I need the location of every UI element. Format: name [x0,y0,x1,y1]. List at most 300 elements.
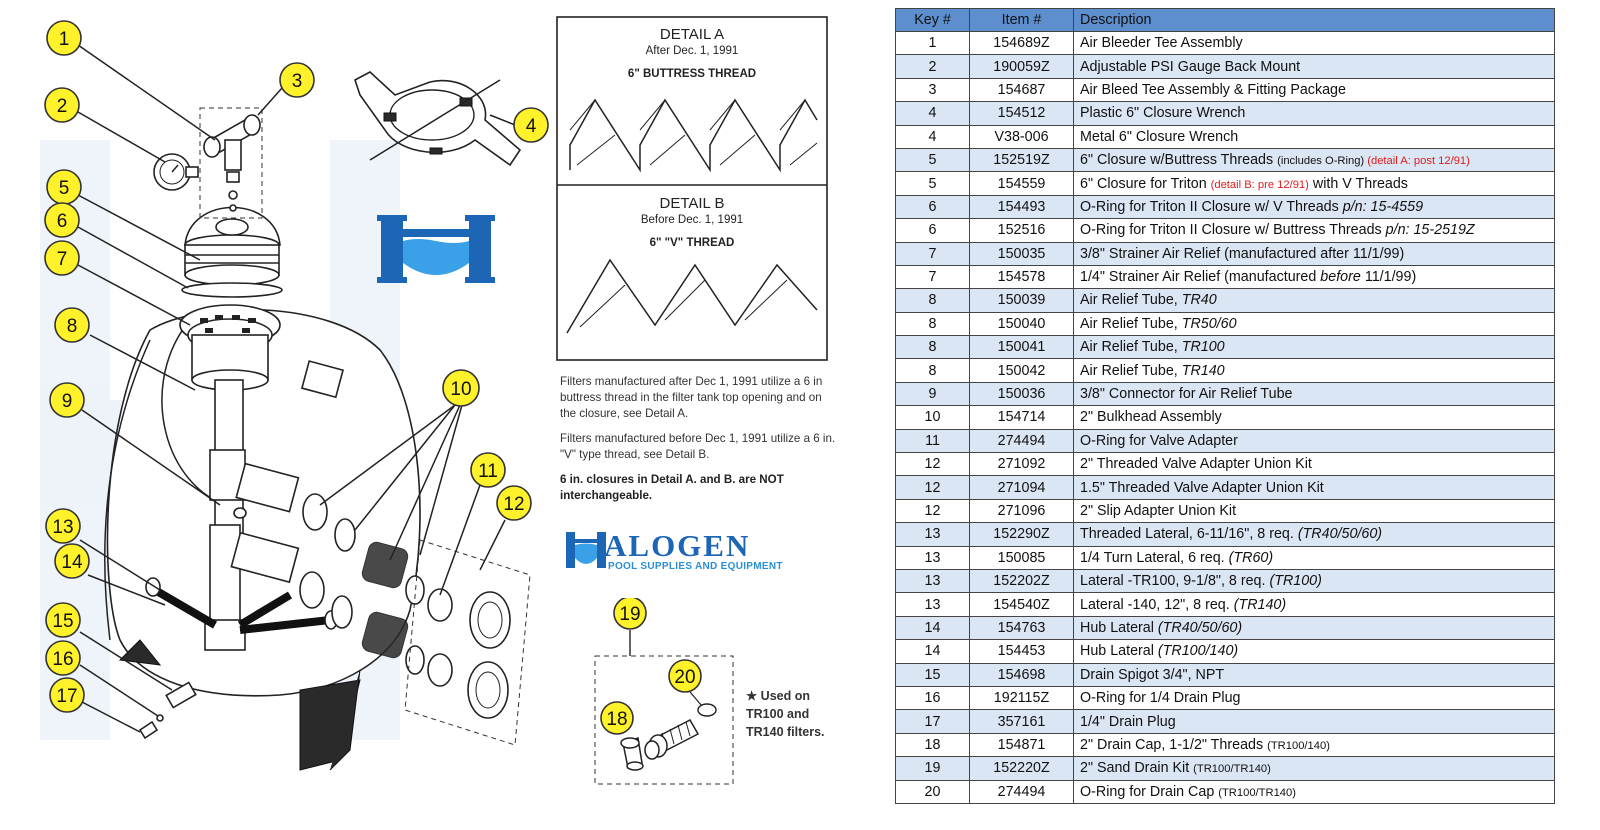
kit-note-line-2: TR100 and [746,707,810,721]
description-text: 3/8" Strainer Air Relief (manufactured after 11/1/99) [1080,245,1405,262]
callout-1 [47,21,81,55]
callout-18 [601,702,633,734]
description-detail-note: (detail B: pre 12/91) [1210,178,1309,191]
svg-text:11: 11 [478,461,498,482]
key-text: 12 [924,479,941,496]
table-row [896,195,1555,218]
cell-item [970,336,1074,359]
key-text: 2 [928,58,937,75]
detail-a-date: After Dec. 1, 1991 [645,45,739,57]
description-text: 2" Slip Adapter Union Kit [1080,503,1237,519]
cell-item [970,312,1074,335]
parts-table [895,8,1555,804]
air-bleeder-tee [200,108,262,218]
table-row [896,32,1555,55]
cell-description [1074,780,1555,803]
cell-item [970,453,1074,476]
item-text: 357161 [997,713,1046,730]
cell-item [970,265,1074,288]
cell-key [896,523,970,546]
item-text: 154453 [997,643,1046,660]
cell-description [1074,382,1555,405]
table-row [896,757,1555,780]
description-note: (TR100/TR140) [1193,763,1271,776]
callout-14 [55,544,89,578]
key-text: 14 [924,643,941,660]
cell-item [970,148,1074,171]
kit-note-line-1: ★ Used on [746,689,810,703]
cell-item [970,406,1074,429]
table-row [896,242,1555,265]
cell-item [970,289,1074,312]
thread-notes [560,374,840,513]
cell-key [896,780,970,803]
key-text: 13 [924,596,941,613]
description-text: 2" Drain Cap, 1-1/2" Threads [1080,736,1268,753]
detail-b-title: DETAIL B [659,195,725,212]
key-text: 19 [924,760,941,777]
cell-item [970,219,1074,242]
cell-key [896,616,970,639]
cell-key [896,219,970,242]
table-row [896,663,1555,686]
callout-10 [443,370,479,406]
svg-text:15: 15 [52,611,74,632]
key-text: 13 [924,526,941,543]
cell-description [1074,453,1555,476]
cell-key [896,265,970,288]
detail-b-thread: 6" "V" THREAD [649,237,735,249]
item-text: 271096 [997,503,1046,519]
cell-description [1074,406,1555,429]
cell-description [1074,102,1555,125]
table-row [896,686,1555,709]
cell-key [896,640,970,663]
svg-text:20: 20 [674,667,696,688]
description-note: (TR100/140) [1267,739,1330,752]
cell-item [970,499,1074,522]
cell-description [1074,359,1555,382]
description-italic: (TR60) [1228,549,1274,566]
description-text: 3/8" Connector for Air Relief Tube [1080,386,1293,403]
item-text: 190059Z [993,58,1050,75]
svg-text:1: 1 [58,29,70,50]
key-text: 8 [928,339,937,356]
cell-description [1074,733,1555,756]
description-text: Lateral -TR100, 9-1/8", 8 req. [1080,573,1270,590]
cell-description [1074,55,1555,78]
description-text: O-Ring for Valve Adapter [1080,432,1238,449]
svg-text:10: 10 [450,379,472,400]
detail-a-thread: 6" BUTTRESS THREAD [627,68,757,80]
cell-item [970,569,1074,592]
callout-13 [46,509,80,543]
cell-key [896,242,970,265]
svg-text:2: 2 [56,96,68,117]
description-text: Plastic 6" Closure Wrench [1080,105,1246,122]
table-row [896,499,1555,522]
drain-cap-o-ring [698,704,716,716]
cell-item [970,733,1074,756]
logo-h-mark [564,530,608,570]
callout-16 [46,641,80,675]
key-text: 10 [924,409,941,426]
key-text: 12 [924,456,941,473]
table-row [896,219,1555,242]
item-text: 152220Z [993,760,1050,777]
cell-item [970,616,1074,639]
cell-description [1074,125,1555,148]
item-text: 192115Z [993,690,1050,707]
table-row [896,546,1555,569]
description-text: Metal 6" Closure Wrench [1080,128,1239,145]
key-text: 8 [928,362,937,379]
cell-item [970,78,1074,101]
item-text: 154559 [997,175,1046,192]
description-text: Hub Lateral [1080,643,1158,660]
item-text: 154540Z [993,596,1050,613]
svg-text:7: 7 [56,249,68,270]
description-text: 1/4 Turn Lateral, 6 req. [1080,549,1229,566]
cell-description [1074,78,1555,101]
description-text: Drain Spigot 3/4", NPT [1080,666,1225,683]
table-row [896,710,1555,733]
cell-item [970,55,1074,78]
table-row [896,172,1555,195]
cell-description [1074,148,1555,171]
svg-text:17: 17 [56,686,78,707]
cell-key [896,733,970,756]
description-text: 1/4" Strainer Air Relief (manufactured [1080,269,1321,286]
cell-key [896,476,970,499]
cell-key [896,382,970,405]
cell-description [1074,336,1555,359]
cell-item [970,102,1074,125]
cell-description [1074,312,1555,335]
table-row [896,640,1555,663]
cell-item [970,593,1074,616]
cell-description [1074,429,1555,452]
table-row [896,265,1555,288]
cell-description [1074,710,1555,733]
description-italic: TR140 [1181,362,1225,379]
callout-15 [46,603,80,637]
table-row [896,382,1555,405]
description-text: O-Ring for Drain Cap [1080,783,1219,800]
cell-item [970,546,1074,569]
note-before-1991: Filters manufactured before Dec 1, 1991 utilize a 6 in. "V" type thread, see Detail B. [560,432,836,461]
item-text: V38-006 [994,128,1049,145]
halogen-logo [560,528,835,578]
cell-description [1074,686,1555,709]
svg-text:16: 16 [52,649,74,670]
closure [182,208,282,298]
description-text: 6" Closure for Triton [1080,175,1211,192]
cell-key [896,663,970,686]
table-row [896,289,1555,312]
svg-text:14: 14 [61,552,83,573]
parts-table-body [896,32,1555,804]
logo-wordmark: ALOGEN [604,528,751,563]
description-text: O-Ring for 1/4 Drain Plug [1080,690,1241,707]
cell-key [896,359,970,382]
cell-item [970,710,1074,733]
table-row [896,593,1555,616]
callout-20 [669,660,701,692]
note-after-1991: Filters manufactured after Dec 1, 1991 utilize a 6 in buttress thread in the filter tank top opening and on the closure, see Detail A. [560,375,823,420]
detail-a-title: DETAIL A [659,26,725,43]
detail-b-date: Before Dec. 1, 1991 [640,214,744,226]
cell-item [970,780,1074,803]
cell-key [896,148,970,171]
key-text: 18 [924,736,941,753]
table-row [896,148,1555,171]
cell-item [970,429,1074,452]
table-row [896,429,1555,452]
logo-tagline: POOL SUPPLIES AND EQUIPMENT [608,561,783,572]
cell-item [970,195,1074,218]
callout-19 [614,598,646,629]
cell-key [896,312,970,335]
item-text: 154698 [997,666,1046,683]
cell-key [896,757,970,780]
key-text: 5 [928,175,937,192]
svg-text:9: 9 [61,391,73,412]
table-row [896,569,1555,592]
callout-8 [55,308,89,342]
key-text: 14 [924,619,941,636]
table-row [896,55,1555,78]
item-text: 154689Z [993,35,1050,52]
cell-key [896,289,970,312]
exploded-parts-diagram [0,0,555,830]
description-text: Threaded Lateral, 6-11/16", 8 req. [1080,526,1298,543]
thread-details [555,15,845,365]
description-note: (TR100/TR140) [1218,786,1296,799]
kit-usage-note [746,687,825,741]
key-text: 1 [928,35,937,52]
description-text: Air Relief Tube, [1080,315,1182,332]
item-text: 150042 [997,362,1046,379]
table-row [896,476,1555,499]
cell-key [896,55,970,78]
item-text: 271094 [997,479,1046,496]
svg-text:3: 3 [291,71,303,92]
svg-text:6: 6 [56,211,68,232]
description-text-tail: 11/1/99) [1360,269,1417,286]
key-text: 13 [924,573,941,590]
cell-description [1074,593,1555,616]
header-key: Key # [896,9,970,32]
cell-description [1074,195,1555,218]
cell-item [970,125,1074,148]
item-text: 152516 [997,222,1046,239]
table-row [896,102,1555,125]
cell-description [1074,476,1555,499]
header-item: Item # [970,9,1074,32]
description-text: 2" Sand Drain Kit [1080,760,1194,777]
key-text: 4 [928,128,937,145]
svg-text:4: 4 [525,116,537,137]
cell-key [896,710,970,733]
cell-description [1074,663,1555,686]
callout-6 [45,203,79,237]
item-text: 152202Z [993,573,1050,590]
key-text: 5 [928,152,937,169]
item-text: 271092 [997,456,1046,473]
cell-key [896,686,970,709]
cell-key [896,546,970,569]
key-text: 20 [924,783,941,800]
cell-key [896,336,970,359]
item-text: 154578 [997,269,1046,286]
key-text: 16 [924,690,941,707]
cell-key [896,499,970,522]
cell-description [1074,265,1555,288]
svg-text:18: 18 [606,709,628,730]
item-text: 154871 [997,736,1046,753]
description-note: (includes O-Ring) [1277,155,1368,168]
header-description: Description [1074,9,1555,32]
description-detail-note: (detail A: post 12/91) [1367,155,1470,168]
key-text: 13 [924,549,941,566]
description-text: 6" Closure w/Buttress Threads [1080,152,1278,169]
callout-17 [50,678,84,712]
item-text: 150035 [997,245,1046,262]
cell-key [896,195,970,218]
table-row [896,616,1555,639]
cell-key [896,125,970,148]
description-italic: (TR140) [1233,596,1287,613]
cell-key [896,172,970,195]
key-text: 8 [928,315,937,332]
cell-item [970,382,1074,405]
item-text: 150085 [997,549,1046,566]
table-row [896,312,1555,335]
item-text: 152519Z [993,152,1050,169]
cell-description [1074,757,1555,780]
description-text: Adjustable PSI Gauge Back Mount [1080,58,1301,75]
description-text: Air Relief Tube, [1080,292,1182,309]
cell-item [970,172,1074,195]
cell-item [970,242,1074,265]
key-text: 7 [928,245,937,262]
description-italic: p/n: 15-2519Z [1385,222,1475,239]
key-text: 11 [925,432,940,449]
cell-key [896,593,970,616]
cell-item [970,476,1074,499]
table-row [896,453,1555,476]
description-text: Air Relief Tube, [1080,339,1182,356]
drain-spigot-tube [645,720,698,759]
key-text: 6 [928,198,937,215]
halogen-h-logo [377,215,497,285]
cell-item [970,359,1074,382]
svg-text:8: 8 [66,316,78,337]
callout-4 [514,108,548,142]
description-italic: TR40 [1181,292,1217,309]
description-italic: (TR40/50/60) [1297,526,1383,543]
callout-9 [50,383,84,417]
description-text: O-Ring for Triton II Closure w/ Buttress Threads [1080,222,1386,239]
cell-description [1074,546,1555,569]
key-text: 17 [924,713,941,730]
cell-key [896,569,970,592]
key-text: 6 [928,222,937,239]
item-text: 152290Z [993,526,1050,543]
cell-item [970,757,1074,780]
cell-key [896,453,970,476]
cell-item [970,523,1074,546]
key-text: 7 [928,269,937,286]
callout-7 [45,241,79,275]
description-text: 2" Bulkhead Assembly [1080,409,1222,426]
key-text: 15 [924,666,941,683]
table-row [896,78,1555,101]
description-text-tail: with V Threads [1308,175,1408,192]
item-text: 274494 [997,432,1046,449]
cell-item [970,640,1074,663]
cell-key [896,32,970,55]
table-row [896,406,1555,429]
cell-item [970,686,1074,709]
cell-description [1074,242,1555,265]
cell-description [1074,640,1555,663]
key-text: 3 [928,81,937,98]
table-row [896,733,1555,756]
item-text: 150036 [997,386,1046,403]
svg-text:12: 12 [503,494,525,515]
item-text: 150040 [997,315,1046,332]
table-row [896,125,1555,148]
description-text: Air Bleed Tee Assembly & Fitting Package [1080,81,1346,98]
description-italic: (TR100) [1269,573,1322,590]
cell-description [1074,289,1555,312]
description-italic: (TR100/140) [1157,643,1239,660]
item-text: 154714 [997,409,1046,426]
table-row [896,780,1555,803]
key-text: 12 [924,503,941,519]
item-text: 274494 [997,783,1046,800]
key-text: 8 [928,292,937,309]
item-text: 154763 [997,619,1046,636]
callout-11 [471,453,505,487]
description-text: 2" Threaded Valve Adapter Union Kit [1080,456,1312,473]
cell-description [1074,32,1555,55]
description-italic: TR100 [1181,339,1225,356]
key-text: 4 [928,105,937,122]
svg-text:13: 13 [52,517,74,538]
cell-description [1074,219,1555,242]
callout-5 [47,170,81,204]
item-text: 150041 [997,339,1046,356]
description-italic: before [1320,269,1361,286]
cell-description [1074,616,1555,639]
description-text: Lateral -140, 12", 8 req. [1080,596,1234,613]
cell-key [896,429,970,452]
description-text: O-Ring for Triton II Closure w/ V Threads [1080,198,1343,215]
cell-description [1074,523,1555,546]
cell-key [896,406,970,429]
drain-cap [621,738,643,770]
description-text: 1/4" Drain Plug [1080,713,1176,730]
callout-3 [280,63,314,97]
key-text: 9 [928,386,937,403]
description-text: 1.5" Threaded Valve Adapter Union Kit [1080,479,1324,496]
item-text: 154493 [997,198,1046,215]
description-text: Hub Lateral [1080,619,1158,636]
callout-12 [497,486,531,520]
